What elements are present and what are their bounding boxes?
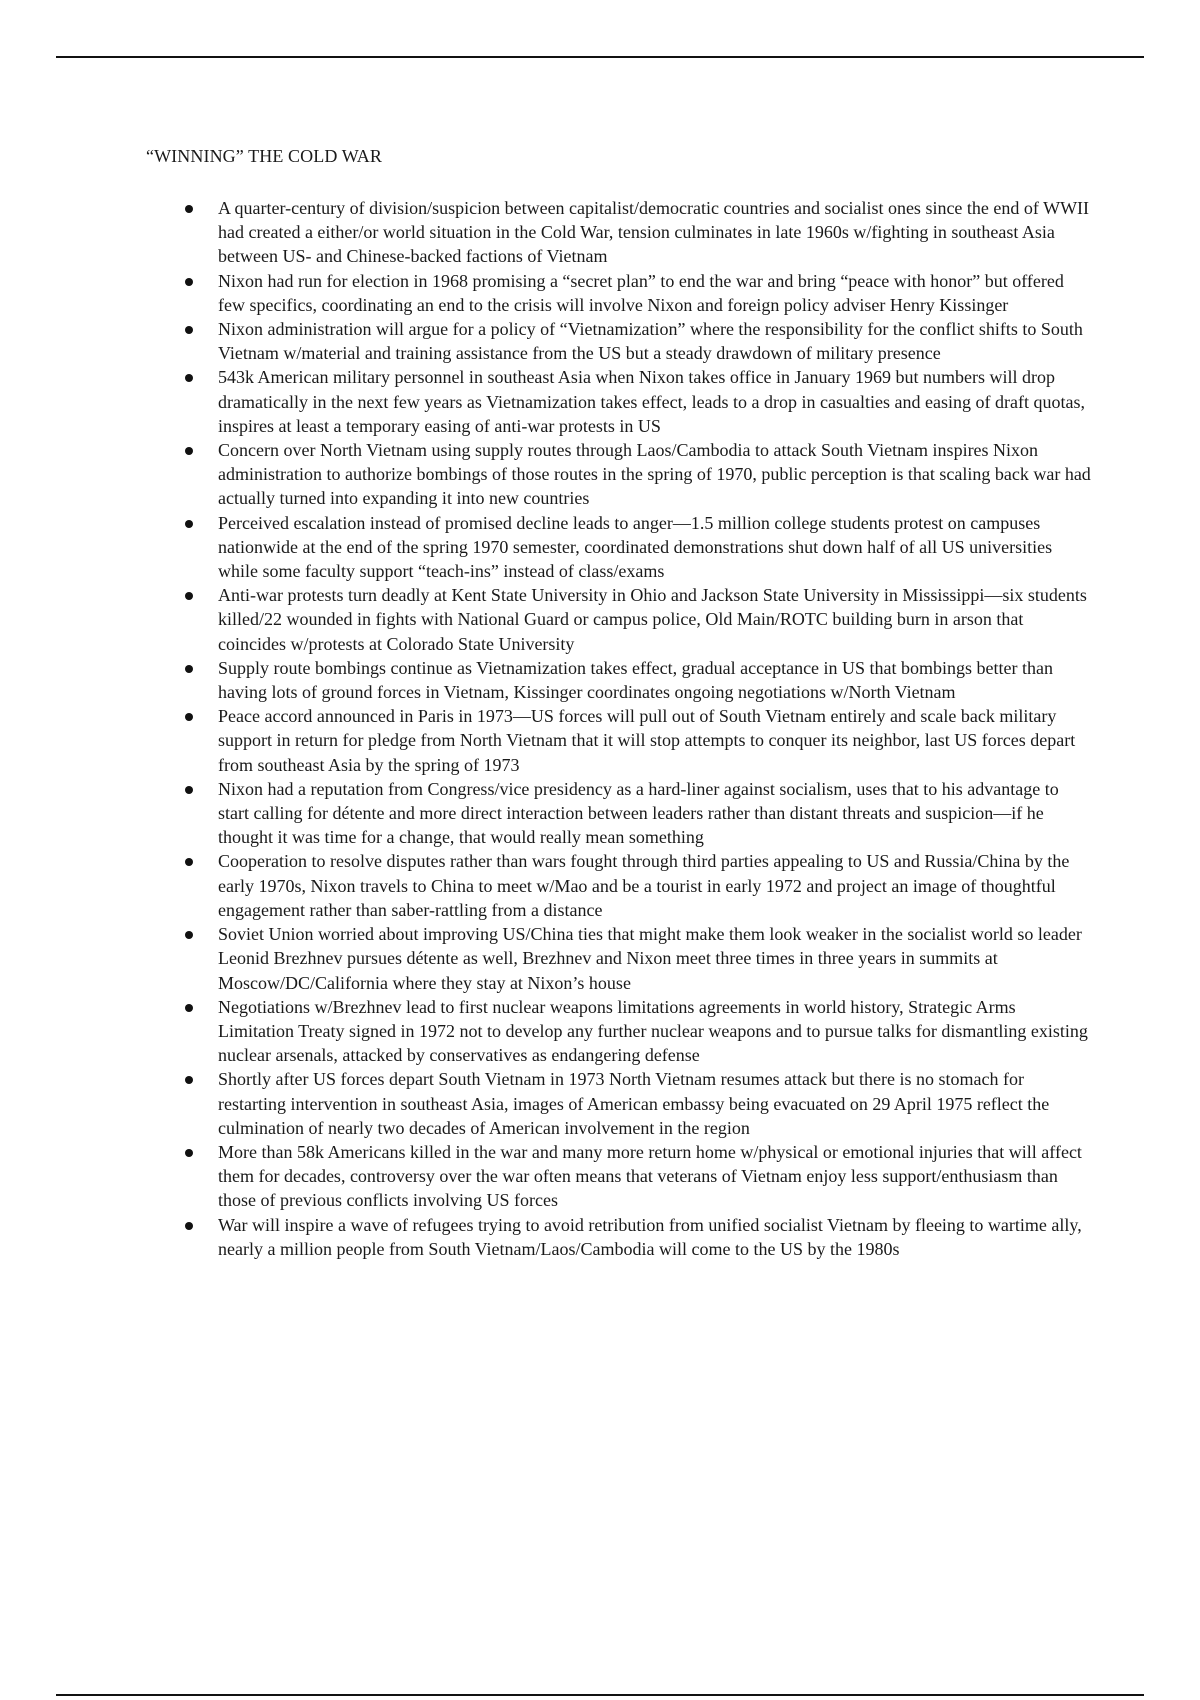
bullet-icon: [185, 1076, 193, 1084]
list-item: [218, 269, 1094, 317]
bullet-icon: [185, 374, 193, 382]
bottom-rule: [56, 1694, 1144, 1696]
top-rule: [56, 56, 1144, 58]
list-item: [218, 196, 1094, 269]
list-item: [218, 1213, 1094, 1261]
bullet-icon: [185, 1149, 193, 1157]
bullet-icon: [185, 931, 193, 939]
list-item-text: Peace accord announced in Paris in 1973—US forces will pull out of South Vietnam entirely and scale back military support in return for pledge from North Vietnam that it will stop attempts to conquer its neighbor, last US forces depart from southeast Asia by the spring of 1973: [218, 706, 1076, 775]
list-item: [218, 317, 1094, 365]
bullet-icon: [185, 786, 193, 794]
bullet-icon: [185, 1004, 193, 1012]
bullet-icon: [185, 278, 193, 286]
list-item: [218, 704, 1094, 777]
list-item: [218, 849, 1094, 922]
list-item: [218, 777, 1094, 850]
list-item: [218, 583, 1094, 656]
list-item: [218, 438, 1094, 511]
list-item-text: More than 58k Americans killed in the war and many more return home w/physical or emotional injuries that will affect them for decades, controversy over the war often means that veterans of Vietnam enjoy less support/enthusiasm than those of previous conflicts involving US forces: [218, 1141, 1082, 1211]
list-item: [218, 1067, 1094, 1140]
list-item-text: Concern over North Vietnam using supply routes through Laos/Cambodia to attack South Vietnam inspires Nixon administration to authorize bombings of those routes in the spring of 1970, public perception is that scaling back war had actually turned into expanding it into new countries: [218, 440, 1091, 509]
list-item-text: Negotiations w/Brezhnev lead to first nuclear weapons limitations agreements in world history, Strategic Arms Limitation Treaty signed in 1972 not to develop any further nuclear weapons and to pursue talks for dismantling existing nuclear arsenals, attacked by conservatives as endangering defense: [218, 996, 1088, 1066]
list-item-text: Soviet Union worried about improving US/China ties that might make them look weaker in the socialist world so leader Leonid Brezhnev pursues détente as well, Brezhnev and Nixon meet three times in three years in summits at Moscow/DC/California where they stay at Nixon’s house: [218, 924, 1082, 993]
list-item: [218, 1140, 1094, 1213]
bullet-icon: [185, 713, 193, 721]
bullet-icon: [185, 326, 193, 334]
list-item-text: Nixon had a reputation from Congress/vice presidency as a hard-liner against socialism, uses that to his advantage to start calling for détente and more direct interaction between leaders rather than distant threats and suspicion—if he thought it was time for a change, that would really mean something: [218, 778, 1059, 848]
list-item-text: Nixon had run for election in 1968 promising a “secret plan” to end the war and bring “peace with honor” but offered few specifics, coordinating an end to the crisis will involve Nixon and foreign policy adviser Henry Kissinger: [218, 270, 1064, 315]
list-item-text: Anti-war protests turn deadly at Kent State University in Ohio and Jackson State University in Mississippi—six students killed/22 wounded in fights with National Guard or campus police, Old Main/ROTC building burn in arson that coincides w/protests at Colorado State University: [218, 585, 1087, 654]
bullet-icon: [185, 665, 193, 673]
list-item: [218, 365, 1094, 438]
bullet-icon: [185, 592, 193, 600]
bullet-icon: [185, 520, 193, 528]
list-item-text: War will inspire a wave of refugees trying to avoid retribution from unified socialist Vietnam by fleeing to wartime ally, nearly a million people from South Vietnam/Laos/Cambodia will come to the US by the 1980s: [218, 1214, 1082, 1259]
list-item-text: A quarter-century of division/suspicion between capitalist/democratic countries and socialist ones since the end of WWII had created a either/or world situation in the Cold War, tension culminates in late 1960s w/fighting in southeast Asia between US- and Chinese-backed factions of Vietnam: [218, 198, 1090, 267]
bullet-icon: [185, 858, 193, 866]
bullet-icon: [185, 447, 193, 455]
list-item: [218, 511, 1094, 584]
page-title: “WINNING” THE COLD WAR: [146, 146, 382, 166]
list-item-text: Nixon administration will argue for a policy of “Vietnamization” where the responsibility for the conflict shifts to South Vietnam w/material and training assistance from the US but a steady drawdown of military presence: [218, 319, 1083, 364]
list-item-text: Shortly after US forces depart South Vietnam in 1973 North Vietnam resumes attack but there is no stomach for restarting intervention in southeast Asia, images of American embassy being evacuated on 29 April 1975 reflect the culmination of nearly two decades of American involvement in the region: [218, 1069, 1050, 1138]
list-item: [218, 995, 1094, 1068]
list-item-text: Cooperation to resolve disputes rather than wars fought through third parties appealing to US and Russia/China by the early 1970s, Nixon travels to China to meet w/Mao and be a tourist in early 1972 and project an image of thoughtful engagement rather than saber-rattling from a distance: [218, 851, 1070, 920]
list-item-text: Supply route bombings continue as Vietnamization takes effect, gradual acceptance in US that bombings better than having lots of ground forces in Vietnam, Kissinger coordinates ongoing negotiations w/North Vietnam: [218, 657, 1054, 703]
bullet-list: [218, 196, 1094, 1261]
bullet-icon: [185, 1222, 193, 1230]
list-item: [218, 656, 1094, 704]
list-item-text: Perceived escalation instead of promised decline leads to anger—1.5 million college students protest on campuses nationwide at the end of the spring 1970 semester, coordinated demonstrations shut down half of all US universities while some faculty support “teach-ins” instead of class/exams: [218, 512, 1053, 582]
bullet-icon: [185, 205, 193, 213]
list-item-text: 543k American military personnel in southeast Asia when Nixon takes office in January 1969 but numbers will drop dramatically in the next few years as Vietnamization takes effect, leads to a drop in casualties and easing of draft quotas, inspires at least a temporary easing of anti-war protests in US: [218, 367, 1085, 436]
list-item: [218, 922, 1094, 995]
